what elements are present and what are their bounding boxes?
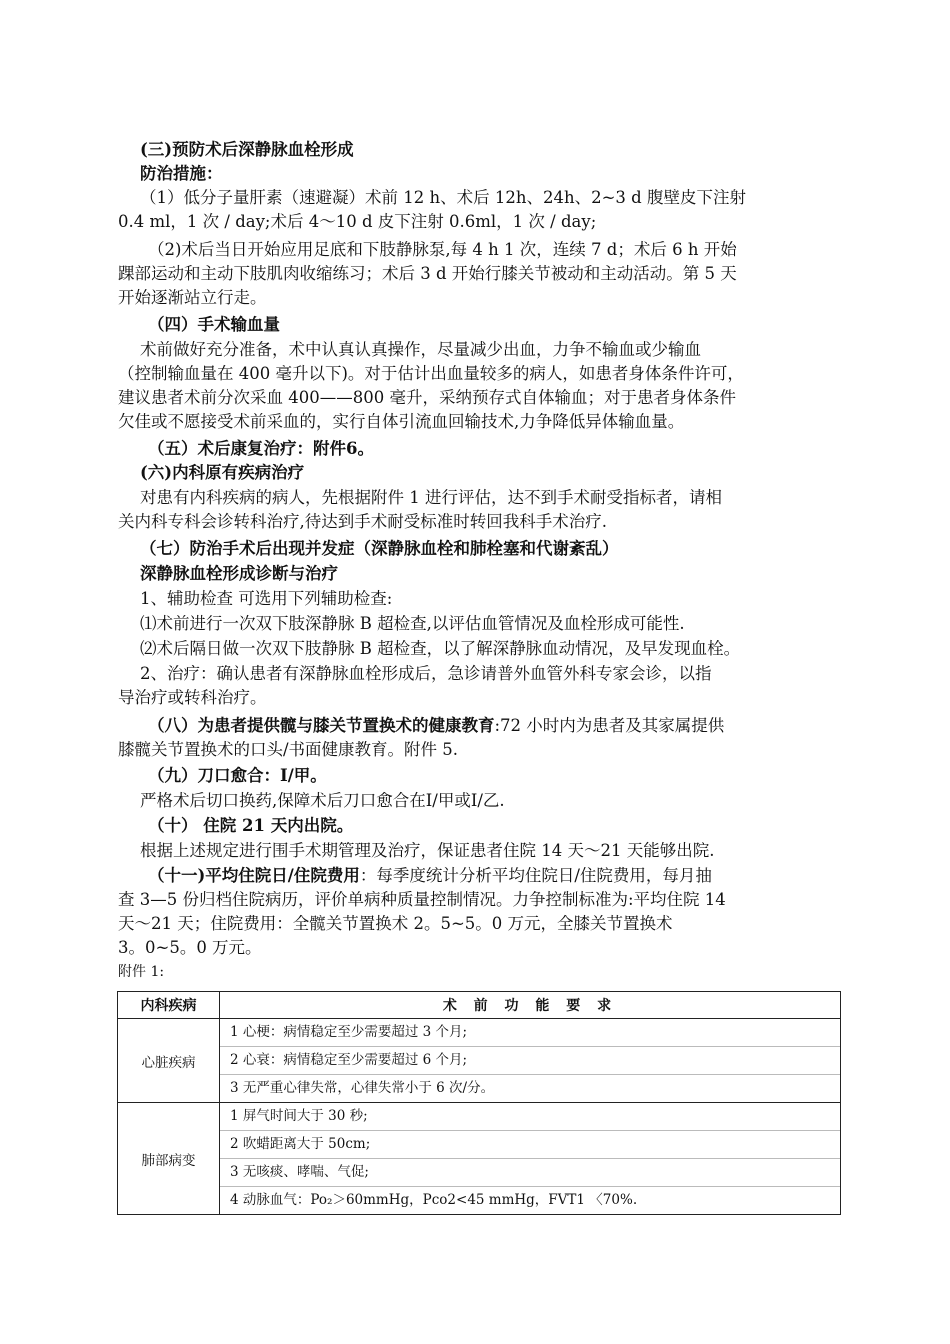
text-line: （控制输血量在 400 毫升以下)。对于估计出血量较多的病人，如患者身体条件许可， bbox=[118, 364, 744, 383]
requirement-item: 3 无严重心律失常，心律失常小于 6 次/分。 bbox=[220, 1074, 840, 1102]
text-line: 1、辅助检查 可选用下列辅助检查: bbox=[140, 589, 393, 608]
text-line: 踝部运动和主动下肢肌肉收缩练习；术后 3 d 开始行膝关节被动和主动活动。第 5 天 bbox=[118, 264, 737, 283]
text-line: 查 3—5 份归档住院病历，评价单病种质量控制情况。力争控制标准为:平均住院 14 bbox=[118, 890, 726, 909]
requirements-cell bbox=[220, 1019, 841, 1103]
text-line: （四）手术输血量 bbox=[148, 315, 280, 334]
requirement-item: 1 心梗：病情稳定至少需要超过 3 个月; bbox=[230, 1024, 468, 1040]
disease-category: 肺部病变 bbox=[118, 1103, 220, 1215]
preop-requirements-table bbox=[117, 991, 841, 1215]
text-line: (六)内科原有疾病治疗 bbox=[140, 463, 305, 482]
text-line: 开始逐渐站立行走。 bbox=[118, 288, 267, 307]
text-line: 根据上述规定进行围手术期管理及治疗，保证患者住院 14 天～21 天能够出院. bbox=[140, 841, 715, 860]
table-row bbox=[118, 1103, 841, 1215]
requirement-item: 1 屏气时间大于 30 秒; bbox=[230, 1108, 368, 1124]
text-line: （2)术后当日开始应用足底和下肢静脉泵,每 4 h 1 次，连续 7 d；术后 6 h 开始 bbox=[148, 240, 737, 259]
text-line: 导治疗或转科治疗。 bbox=[118, 688, 267, 707]
text-line: 防治措施： bbox=[140, 164, 223, 183]
text-line: （1）低分子量肝素（速避凝）术前 12 h、术后 12h、24h、2~3 d 腹壁皮下注射 bbox=[140, 188, 746, 207]
text-line: 膝髋关节置换术的口头/书面健康教育。附件 5. bbox=[118, 740, 459, 759]
text-line: 关内科专科会诊转科治疗,待达到手术耐受标准时转回我科手术治疗. bbox=[118, 512, 607, 531]
text-line: 欠佳或不愿接受术前采血的，实行自体引流血回输技术,力争降低异体输血量。 bbox=[118, 412, 685, 431]
text-line: 术前做好充分准备，术中认真认真操作，尽量减少出血，力争不输血或少输血 bbox=[140, 340, 701, 359]
requirement-item: 4 动脉血气：Po₂＞60mmHg，Pco2<45 mmHg，FVT1 〈70%. bbox=[220, 1186, 840, 1214]
disease-category: 心脏疾病 bbox=[118, 1019, 220, 1103]
text-line: 附件 1: bbox=[118, 964, 165, 980]
text-line: ⑴术前进行一次双下肢深静脉 B 超检查,以评估血管情况及血栓形成可能性. bbox=[140, 614, 685, 633]
text-line: ⑵术后隔日做一次双下肢静脉 B 超检查，以了解深静脉血动情况，及早发现血栓。 bbox=[140, 639, 741, 658]
text-line: （十一)平均住院日/住院费用：每季度统计分析平均住院日/住院费用，每月抽 bbox=[148, 866, 712, 885]
requirement-item: 2 心衰：病情稳定至少需要超过 6 个月; bbox=[220, 1046, 840, 1074]
requirements-cell bbox=[220, 1103, 841, 1215]
text-line: 对患有内科疾病的病人，先根据附件 1 进行评估，达不到手术耐受指标者，请相 bbox=[140, 488, 722, 507]
table-row bbox=[118, 1019, 841, 1103]
table-header-row bbox=[118, 992, 841, 1019]
text-line: 0.4 ml，1 次 / day;术后 4～10 d 皮下注射 0.6ml，1 次 / day; bbox=[118, 212, 597, 231]
text-line: （十） 住院 21 天内出院。 bbox=[148, 816, 354, 835]
header-disease: 内科疾病 bbox=[118, 992, 220, 1019]
requirement-item: 2 吹蜡距离大于 50cm; bbox=[220, 1130, 840, 1158]
text-line: 2、治疗：确认患者有深静脉血栓形成后，急诊请普外血管外科专家会诊，以指 bbox=[140, 664, 712, 683]
text-line: （七）防治手术后出现并发症（深静脉血栓和肺栓塞和代谢紊乱） bbox=[140, 539, 619, 558]
requirement-item: 3 无咳痰、哮喘、气促; bbox=[220, 1158, 840, 1186]
text-line: 严格术后切口换药,保障术后刀口愈合在Ⅰ/甲或Ⅰ/乙. bbox=[140, 791, 505, 810]
text-line: 天～21 天；住院费用：全髋关节置换术 2。5~5。0 万元，全膝关节置换术 bbox=[118, 914, 673, 933]
text-line: （八）为患者提供髋与膝关节置换术的健康教育:72 小时内为患者及其家属提供 bbox=[148, 716, 725, 735]
header-requirements: 术 前 功 能 要 求 bbox=[220, 992, 841, 1019]
text-line: （九）刀口愈合：Ⅰ/甲。 bbox=[148, 766, 327, 785]
text-line: （五）术后康复治疗：附件6。 bbox=[148, 439, 374, 458]
text-line: 建议患者术前分次采血 400——800 毫升，采纳预存式自体输血；对于患者身体条件 bbox=[118, 388, 736, 407]
text-line: 3。0~5。0 万元。 bbox=[118, 938, 262, 957]
text-line: (三)预防术后深静脉血栓形成 bbox=[140, 140, 354, 159]
text-line: 深静脉血栓形成诊断与治疗 bbox=[140, 564, 338, 583]
